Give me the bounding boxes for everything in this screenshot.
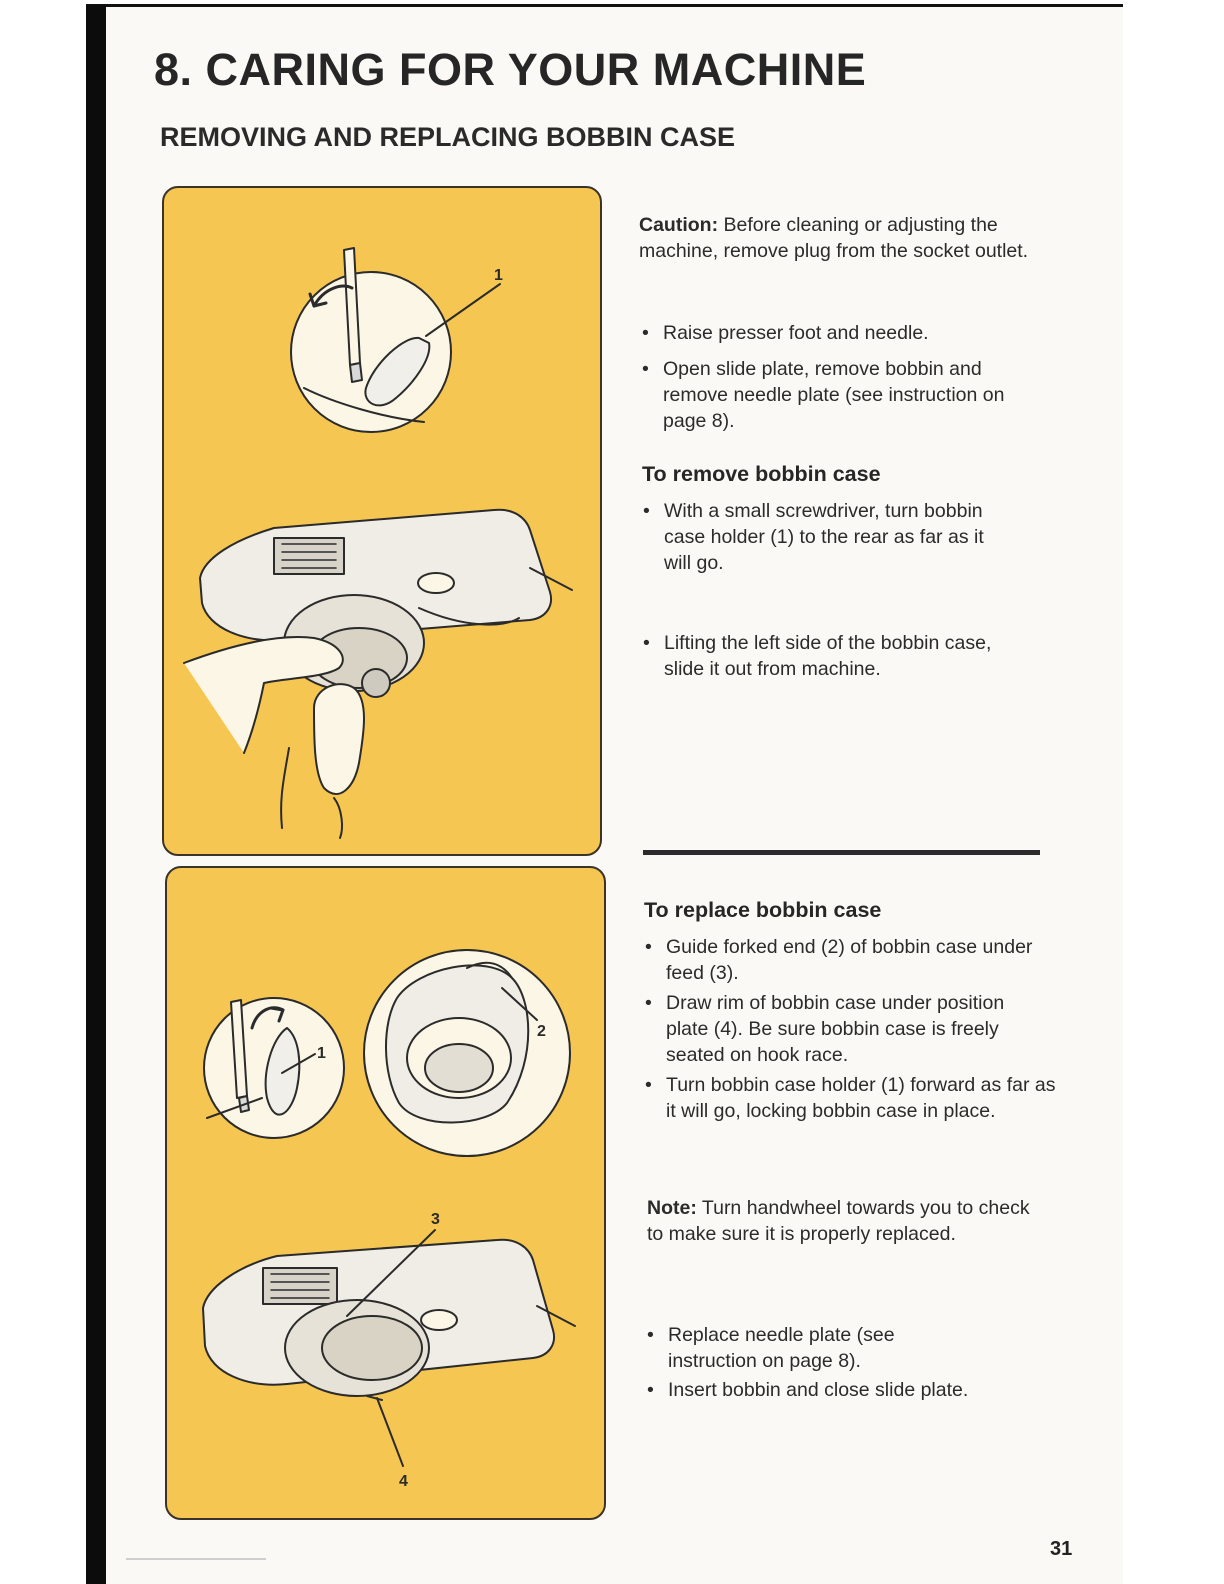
note-paragraph (647, 1195, 1037, 1247)
callout-label-2: 2 (537, 1023, 546, 1040)
callout-label-1: 1 (317, 1045, 326, 1062)
callout-label-1: 1 (494, 267, 503, 284)
replace-bullet-3: • Turn bobbin case holder (1) forward as far as it will go, locking bobbin case in place. (643, 1072, 1061, 1124)
callout-label-3: 3 (431, 1211, 440, 1228)
caution-label: Caution: (639, 214, 719, 236)
remove-bullet-1: • With a small screwdriver, turn bobbin case holder (1) to the rear as far as it will go. (641, 498, 1016, 576)
callout-label-4: 4 (399, 1473, 408, 1490)
remove-heading: To remove bobbin case (642, 462, 881, 486)
replace-bullet-1: • Guide forked end (2) of bobbin case under feed (3). (643, 934, 1061, 986)
intro-bullet-1: • Raise presser foot and needle. (640, 320, 1043, 346)
page-title: 8. CARING FOR YOUR MACHINE (154, 44, 867, 95)
replace-heading: To replace bobbin case (644, 898, 882, 922)
remove-bullet-2: • Lifting the left side of the bobbin case, slide it out from machine. (641, 630, 1016, 682)
caution-paragraph (639, 212, 1049, 264)
section-title: REMOVING AND REPLACING BOBBIN CASE (160, 122, 736, 152)
final-bullet-1: • Replace needle plate (see instruction on page 8). (645, 1322, 968, 1374)
scan-binding-edge (86, 5, 106, 1584)
remove-illustration (164, 188, 600, 854)
note-text: Turn handwheel towards you to check to make sure it is properly replaced. (647, 1197, 1030, 1245)
page-number: 31 (1050, 1538, 1073, 1560)
replace-bullet-2: • Draw rim of bobbin case under position plate (4). Be sure bobbin case is freely seated on hook race. (643, 990, 1046, 1068)
figure-replace-bobbin-case (165, 866, 606, 1520)
replace-illustration (167, 868, 604, 1518)
scan-mark (126, 1558, 266, 1560)
note-label: Note: (647, 1197, 697, 1219)
final-bullet-2: • Insert bobbin and close slide plate. (645, 1377, 1068, 1403)
intro-bullet-2: • Open slide plate, remove bobbin and remove needle plate (see instruction on page 8). (640, 356, 1023, 434)
caution-text: Before cleaning or adjusting the machine, remove plug from the socket outlet. (639, 214, 1029, 262)
figure-remove-bobbin-case (162, 186, 602, 856)
section-divider (643, 850, 1040, 855)
